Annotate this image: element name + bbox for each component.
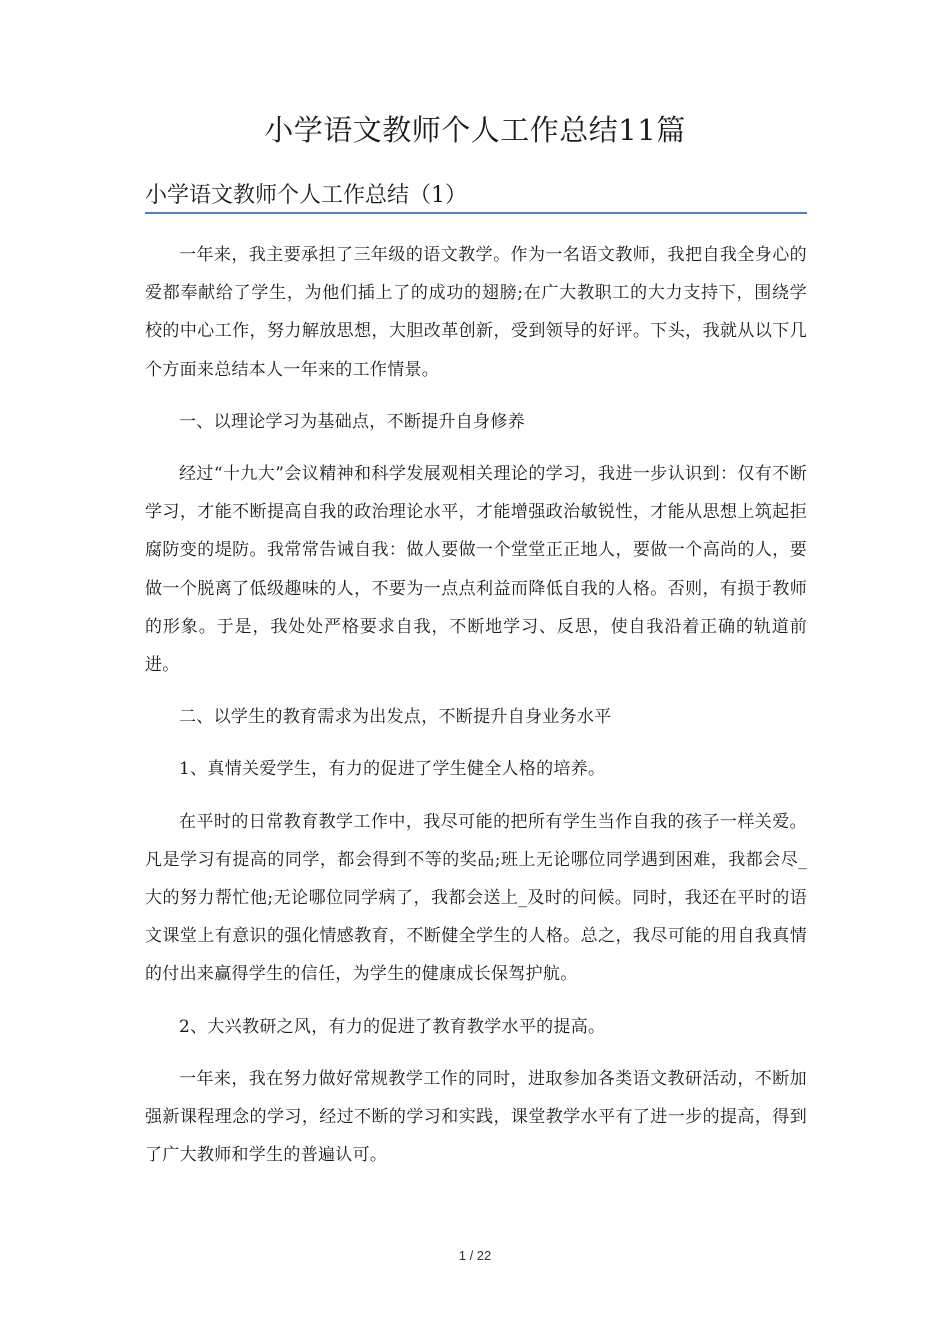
paragraph-theory-study: 经过“十九大”会议精神和科学发展观相关理论的学习，我进一步认识到：仅有不断学习，才能不断提高自我的政治理论水平，才能增强政治敏锐性，才能从思想上筑起拒腐防变的堤防。我常常告诫自我：做人要做一个堂堂正正地人，要做一个高尚的人，要做一个脱离了低级趣味的人，不要为一点点利益而降低自我的人格。否则，有损于教师的形象。于是，我处处严格要求自我，不断地学习、反思，使自我沿着正确的轨道前进。 [145,464,807,676]
paragraph-intro: 一年来，我主要承担了三年级的语文教学。作为一名语文教师，我把自我全身心的爱都奉献给了学生，为他们插上了的成功的翅膀;在广大教职工的大力支持下，围绕学校的中心工作，努力解放思想，大胆改革创新，受到领导的好评。下头，我就从以下几个方面来总结本人一年来的工作情景。 [145,245,807,380]
paragraph-teaching-research: 一年来，我在努力做好常规教学工作的同时，进取参加各类语文教研活动，不断加强新课程理念的学习，经过不断的学习和实践，课堂教学水平有了进一步的提高，得到了广大教师和学生的普遍认可。 [145,1068,807,1166]
section-heading: 小学语文教师个人工作总结（1） [145,178,807,214]
subheading-theory-study: 一、以理论学习为基础点，不断提升自身修养 [179,411,525,432]
page-number: 1 / 22 [458,1248,492,1263]
subheading-business-level: 二、以学生的教育需求为出发点，不断提升自身业务水平 [179,707,612,728]
document-body [145,236,807,1188]
subheading-care-students: 1、真情关爱学生，有力的促进了学生健全人格的培养。 [179,759,606,780]
subheading-teaching-research: 2、大兴教研之风，有力的促进了教育教学水平的提高。 [179,1016,606,1037]
document-title: 小学语文教师个人工作总结11篇 [264,113,686,147]
paragraph-care-students: 在平时的日常教育教学工作中，我尽可能的把所有学生当作自我的孩子一样关爱。凡是学习有提高的同学，都会得到不等的奖品;班上无论哪位同学遇到困难，我都会尽_大的努力帮忙他;无论哪位同学病了，我都会送上_及时的问候。同时，我还在平时的语文课堂上有意识的强化情感教育，不断健全学生的人格。总之，我尽可能的用自我真情的付出来赢得学生的信任，为学生的健康成长保驾护航。 [145,811,807,985]
